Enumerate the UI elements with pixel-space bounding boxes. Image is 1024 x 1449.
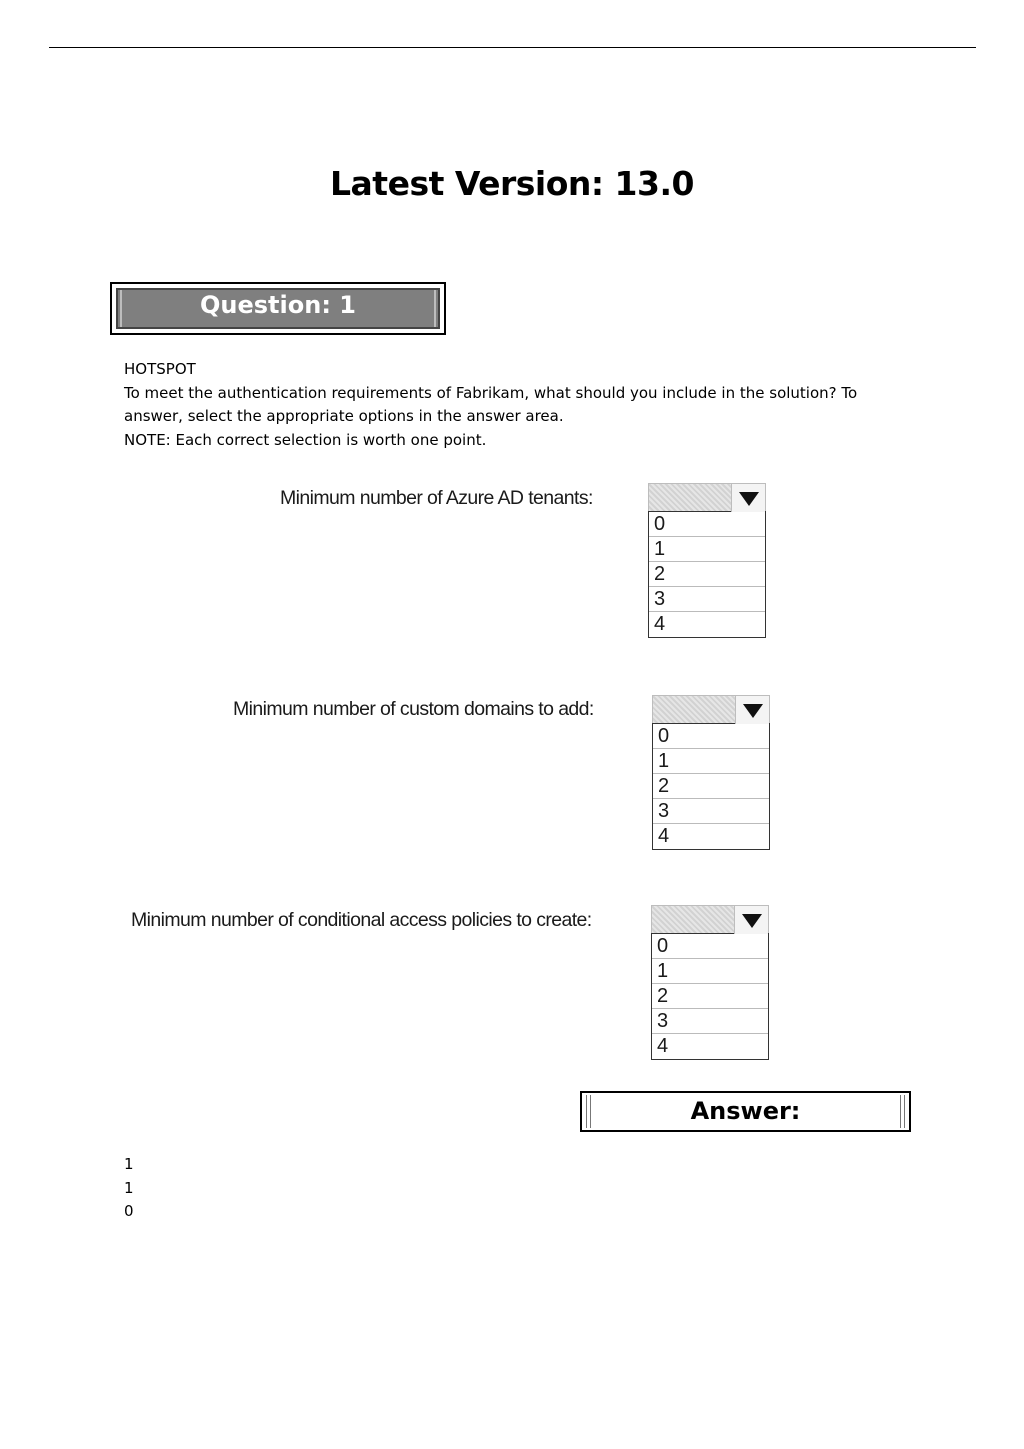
dropdown-header[interactable]	[648, 483, 766, 511]
dropdown-header[interactable]	[652, 695, 770, 723]
dropdown-button[interactable]	[734, 906, 768, 934]
answer-value: 1	[124, 1155, 134, 1173]
dropdown-option[interactable]: 3	[649, 587, 765, 612]
dropdown-option[interactable]: 3	[652, 1009, 768, 1034]
dropdown-option[interactable]: 0	[649, 512, 765, 537]
question-prompt: To meet the authentication requirements of Fabrikam, what should you include in the solution? To answer, select the appropriate options in the answer area.	[124, 383, 858, 425]
dropdown-custom-domains[interactable]	[652, 695, 770, 850]
question-banner	[110, 282, 446, 335]
answer-values	[124, 1153, 134, 1224]
dropdown-arrow-icon	[743, 704, 763, 718]
dropdown-option[interactable]: 1	[652, 959, 768, 984]
dropdown-option[interactable]: 1	[653, 749, 769, 774]
answer-value: 0	[124, 1202, 134, 1220]
answer-banner	[580, 1091, 911, 1132]
dropdown-option[interactable]: 4	[657, 1035, 669, 1057]
top-rule	[49, 47, 976, 48]
hotspot-label-custom-domains: Minimum number of custom domains to add:	[233, 698, 594, 720]
question-text	[124, 358, 914, 452]
question-note: NOTE: Each correct selection is worth one point.	[124, 430, 487, 449]
dropdown-option[interactable]: 3	[653, 799, 769, 824]
dropdown-option[interactable]: 2	[652, 984, 768, 1009]
dropdown-option[interactable]: 4	[654, 613, 666, 635]
dropdown-tenants[interactable]	[648, 483, 766, 638]
dropdown-conditional-access[interactable]	[651, 905, 769, 1060]
dropdown-options	[651, 933, 769, 1060]
dropdown-options	[652, 723, 770, 850]
dropdown-option[interactable]: 0	[652, 934, 768, 959]
dropdown-button[interactable]	[731, 484, 765, 512]
dropdown-arrow-icon	[742, 914, 762, 928]
dropdown-arrow-icon	[739, 492, 759, 506]
dropdown-option[interactable]: 4	[658, 825, 670, 847]
answer-heading: Answer:	[690, 1097, 801, 1125]
hotspot-label-conditional-access: Minimum number of conditional access policies to create:	[131, 909, 592, 931]
dropdown-option[interactable]: 2	[649, 562, 765, 587]
question-number: Question: 1	[200, 291, 356, 319]
dropdown-option[interactable]: 2	[653, 774, 769, 799]
hotspot-label-tenants: Minimum number of Azure AD tenants:	[280, 487, 593, 509]
dropdown-option[interactable]: 1	[649, 537, 765, 562]
dropdown-button[interactable]	[735, 696, 769, 724]
answer-value: 1	[124, 1178, 134, 1197]
question-type: HOTSPOT	[124, 360, 196, 378]
dropdown-header[interactable]	[651, 905, 769, 933]
dropdown-options	[648, 511, 766, 638]
dropdown-option[interactable]: 0	[653, 724, 769, 749]
page-title: Latest Version: 13.0	[330, 164, 694, 203]
